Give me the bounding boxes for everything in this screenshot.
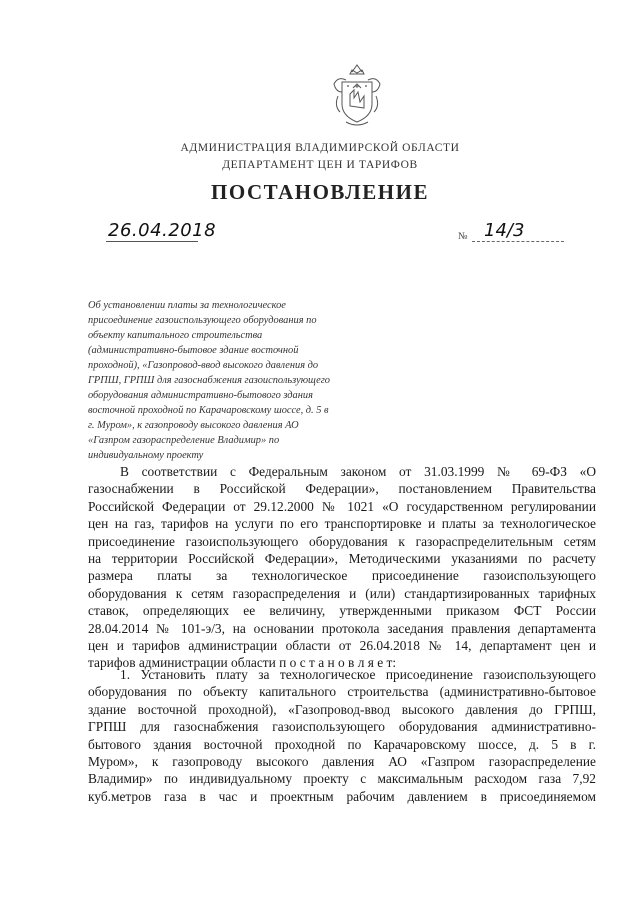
- body-line: размера платы за технологическое присоединение газоиспользующего: [88, 568, 596, 584]
- subject-line: объекту капитального строительства: [88, 330, 263, 341]
- body-line: куб.метров газа в час и проектным рабочим давлением в присоединяемом: [88, 788, 596, 804]
- number-label: №: [458, 231, 468, 242]
- subject-line: (административно-бытовое здание восточной: [88, 345, 299, 356]
- body-line: оборудования к сетям газораспределения и (или) стандартизированных тарифных: [88, 585, 596, 601]
- body-line: Владимир» по индивидуальному проекту с максимальным расходом газа 7,92: [88, 771, 596, 787]
- agency-name: АДМИНИСТРАЦИЯ ВЛАДИМИРСКОЙ ОБЛАСТИ: [180, 142, 460, 154]
- subject-line: присоединение газоиспользующего оборудования по: [88, 315, 317, 326]
- document-date: 26.04.2018: [108, 220, 217, 241]
- subject-line: Об установлении платы за технологическое: [88, 300, 286, 311]
- body-line: ставок, определяющих ее величину, утвержденными приказом ФСТ России: [88, 603, 596, 619]
- body-line: Российской Федерации от 29.12.2000 № 1021 «О государственном регулировании: [88, 498, 596, 514]
- subject-line: ГРПШ, ГРПШ для газоснабжения газоиспользующего: [88, 375, 330, 386]
- subject-line: восточной проходной по Карачаровскому шоссе, д. 5 в: [88, 405, 329, 416]
- number-underline: [472, 241, 564, 242]
- body-line: тарифов администрации области п о с т а н о в л я е т:: [88, 655, 397, 671]
- department-name: ДЕПАРТАМЕНТ ЦЕН И ТАРИФОВ: [222, 159, 418, 171]
- body-line: цен на газ, тарифов на услуги по его транспортировке и платы за технологическое: [88, 516, 596, 532]
- subject-line: проходной), «Газопровод-ввод высокого давления до: [88, 360, 319, 371]
- subject-line: г. Муром», к газопроводу высокого давления АО: [88, 420, 299, 431]
- paragraph-preamble: [88, 463, 596, 672]
- body-line: Муром», к газопроводу высокого давления АО «Газпром газораспределение: [88, 754, 596, 770]
- document-title: ПОСТАНОВЛЕНИЕ: [211, 180, 429, 204]
- paragraph-item-1: [88, 666, 596, 805]
- body-line: газоснабжении в Российской Федерации», постановлением Правительства: [88, 481, 596, 497]
- subject-line: оборудования административно-бытового здания: [88, 390, 313, 401]
- document-number: 14/3: [484, 220, 525, 241]
- body-line: на территории Российской Федерации», Методическими указаниями по расчету: [88, 551, 596, 567]
- body-line: цен и тарифов администрации области от 26.04.2018 № 14, департамент цен и: [88, 638, 596, 654]
- body-line: 28.04.2014 № 101-э/3, на основании протокола заседания правления департамента: [88, 620, 596, 636]
- coat-of-arms-emblem-icon: [328, 62, 386, 128]
- subject-line: «Газпром газораспределение Владимир» по: [88, 435, 280, 446]
- body-line: бытового здания восточной проходной по Карачаровскому шоссе, д. 5 в г.: [88, 736, 596, 752]
- body-line: присоединение газоиспользующего оборудования к газораспределительным сетям: [88, 533, 596, 549]
- date-underline: [106, 241, 198, 242]
- body-line: 1. Установить плату за технологическое присоединение газоиспользующего: [120, 667, 596, 682]
- body-line: здание восточной проходной), «Газопровод-ввод высокого давления до ГРПШ,: [88, 701, 596, 717]
- subject-line: индивидуальному проекту: [88, 450, 204, 461]
- body-line: В соответствии с Федеральным законом от 31.03.1999 № 69-ФЗ «О: [120, 464, 596, 479]
- body-line: оборудования по объекту капитального строительства (административно-бытовое: [88, 684, 596, 700]
- document-subject: [88, 298, 388, 463]
- body-line: ГРПШ для газоснабжения газоиспользующего оборудования административно-: [88, 719, 596, 735]
